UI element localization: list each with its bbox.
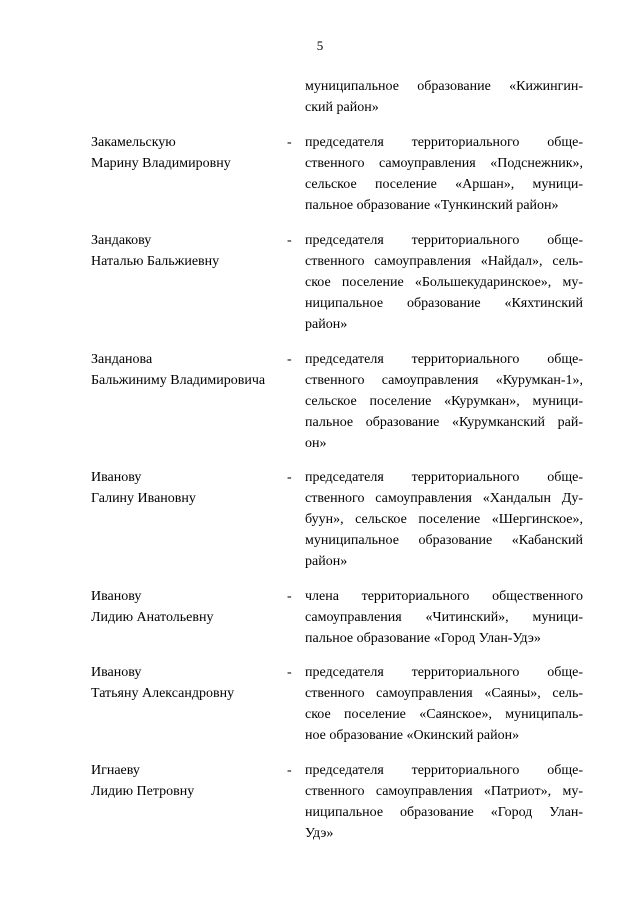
desc-line: ственного самоуправления «Патриот», му- <box>305 784 583 799</box>
desc-line: он» <box>305 436 327 451</box>
desc-line: председателя территориального обще- <box>305 470 583 485</box>
desc-line: председателя территориального обще- <box>305 352 583 367</box>
desc-line: Удэ» <box>305 826 334 841</box>
person-name <box>91 586 281 628</box>
desc-line: ское поселение «Саянское», муниципаль- <box>305 707 583 722</box>
person-name <box>91 132 281 174</box>
desc-line: муниципальное образование «Кабанский <box>305 533 583 548</box>
desc-line: председателя территориального обще- <box>305 135 583 150</box>
desc-line: председателя территориального обще- <box>305 233 583 248</box>
position-description <box>305 586 583 649</box>
person-name <box>91 662 281 704</box>
separator-dash: - <box>287 233 292 248</box>
person-name <box>91 230 281 272</box>
desc-line: самоуправления «Читинский», муници- <box>305 610 583 625</box>
person-name <box>91 467 281 509</box>
desc-line: муниципальное образование «Кижингин- <box>305 79 583 94</box>
desc-line: ственного самоуправления «Подснежник», <box>305 156 583 171</box>
surname: Закамельскую <box>91 135 176 150</box>
given-names: Татьяну Александровну <box>91 686 235 701</box>
desc-line: председателя территориального обще- <box>305 763 583 778</box>
position-description <box>305 760 583 844</box>
desc-line: члена территориального общественного <box>305 589 583 604</box>
desc-line: сельское поселение «Курумкан», муници- <box>305 394 583 409</box>
given-names: Бальжиниму Владимировича <box>91 373 266 388</box>
surname: Иванову <box>91 665 142 680</box>
desc-line: район» <box>305 317 348 332</box>
person-name <box>91 349 281 391</box>
given-names: Наталью Бальжиевну <box>91 254 220 269</box>
position-description <box>305 467 583 572</box>
desc-line: ское поселение «Большекударинское», му- <box>305 275 583 290</box>
desc-line: ниципальное образование «Город Улан- <box>305 805 583 820</box>
surname: Занданова <box>91 352 153 367</box>
surname: Иванову <box>91 589 142 604</box>
desc-line: председателя территориального обще- <box>305 665 583 680</box>
page-number: 5 <box>316 38 324 53</box>
desc-line: ственного самоуправления «Саяны», сель- <box>305 686 583 701</box>
separator-dash: - <box>287 352 292 367</box>
given-names: Лидию Анатольевну <box>91 610 214 625</box>
desc-line: ственного самоуправления «Хандалын Ду- <box>305 491 583 506</box>
position-description <box>305 349 583 454</box>
separator-dash: - <box>287 665 292 680</box>
desc-line: сельское поселение «Аршан», муници- <box>305 177 583 192</box>
position-description <box>305 132 583 216</box>
desc-line: ский район» <box>305 100 379 115</box>
continuation-text <box>305 76 583 118</box>
separator-dash: - <box>287 135 292 150</box>
separator-dash: - <box>287 470 292 485</box>
desc-line: ное образование «Окинский район» <box>305 728 520 743</box>
given-names: Марину Владимировну <box>91 156 231 171</box>
person-name <box>91 760 281 802</box>
desc-line: ственного самоуправления «Курумкан-1», <box>305 373 583 388</box>
desc-line: пальное образование «Курумканский рай- <box>305 415 583 430</box>
position-description <box>305 662 583 746</box>
separator-dash: - <box>287 763 292 778</box>
desc-line: ниципальное образование «Кяхтинский <box>305 296 583 311</box>
separator-dash: - <box>287 589 292 604</box>
desc-line: район» <box>305 554 348 569</box>
surname: Игнаеву <box>91 763 140 778</box>
surname: Зандакову <box>91 233 152 248</box>
desc-line: ственного самоуправления «Найдал», сель- <box>305 254 583 269</box>
surname: Иванову <box>91 470 142 485</box>
given-names: Галину Ивановну <box>91 491 196 506</box>
desc-line: пальное образование «Тункинский район» <box>305 198 559 213</box>
position-description <box>305 230 583 335</box>
desc-line: буун», сельское поселение «Шергинское», <box>305 512 583 527</box>
given-names: Лидию Петровну <box>91 784 195 799</box>
desc-line: пальное образование «Город Улан-Удэ» <box>305 631 541 646</box>
